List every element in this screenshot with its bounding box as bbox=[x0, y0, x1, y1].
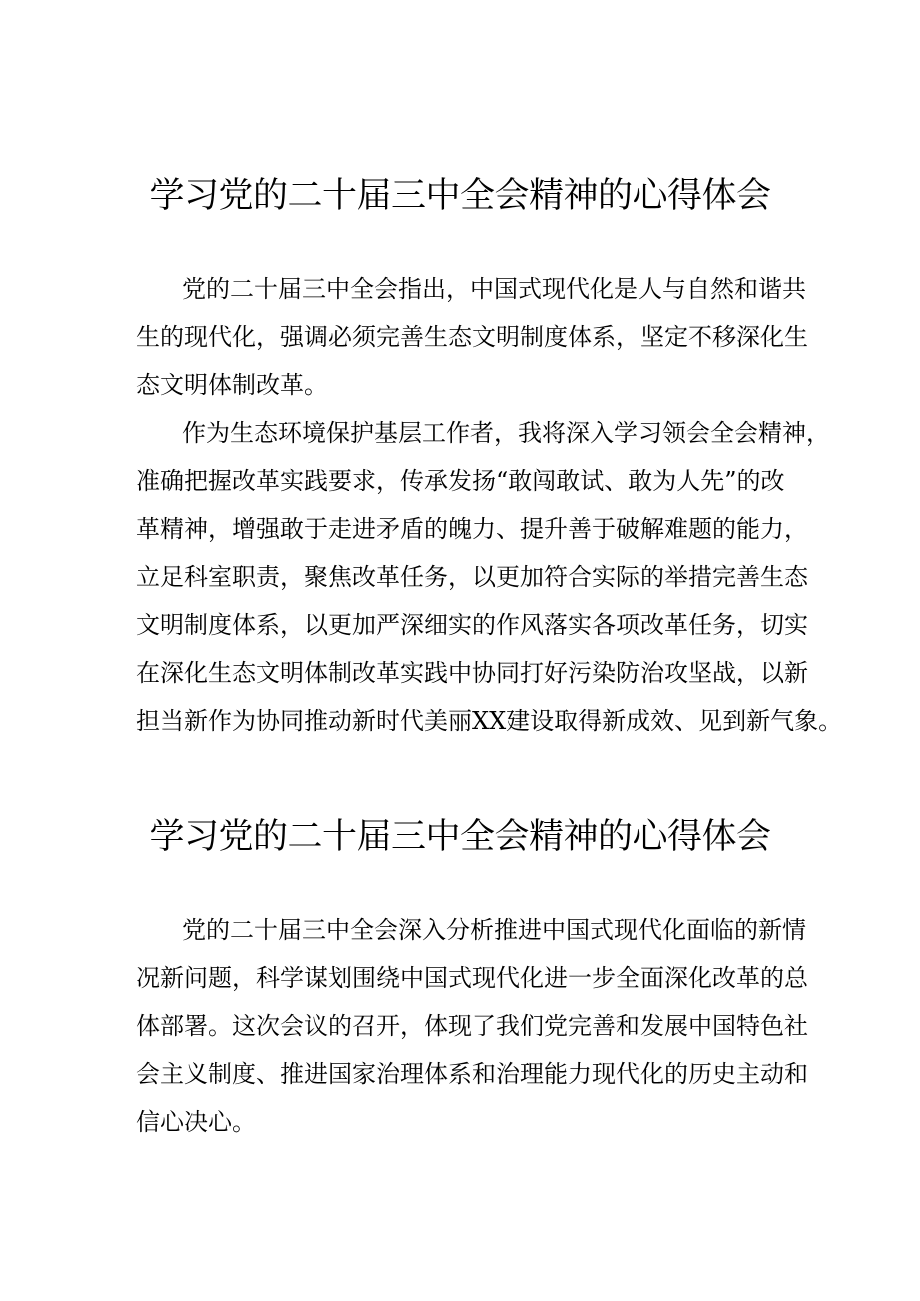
section-1-paragraph-2-line-2: 准确把握改革实践要求，传承发扬“敢闯敢试、敢为人先”的改 bbox=[136, 467, 785, 495]
section-1-paragraph-1-line-1: 党的二十届三中全会指出，中国式现代化是人与自然和谐共 bbox=[182, 275, 806, 303]
section-1-paragraph-1-line-2: 生的现代化，强调必须完善生态文明制度体系，坚定不移深化生 bbox=[136, 323, 808, 351]
section-1-title: 学习党的二十届三中全会精神的心得体会 bbox=[149, 176, 771, 216]
section-1-paragraph-2-line-7: 担当新作为协同推动新时代美丽XX建设取得新成效、见到新气象。 bbox=[136, 707, 843, 735]
section-1-paragraph-2-line-3: 革精神，增强敢于走进矛盾的魄力、提升善于破解难题的能力， bbox=[136, 515, 808, 543]
section-2-title: 学习党的二十届三中全会精神的心得体会 bbox=[149, 817, 771, 857]
section-2-paragraph-1-line-5: 信心决心。 bbox=[136, 1108, 256, 1136]
section-1-paragraph-2-line-1: 作为生态环境保护基层工作者，我将深入学习领会全会精神， bbox=[182, 419, 830, 447]
section-1-paragraph-2-line-6: 在深化生态文明体制改革实践中协同打好污染防治攻坚战，以新 bbox=[136, 659, 808, 687]
section-2-paragraph-1-line-1: 党的二十届三中全会深入分析推进中国式现代化面临的新情 bbox=[182, 916, 806, 944]
section-2-paragraph-1-line-2: 况新问题，科学谋划围绕中国式现代化进一步全面深化改革的总 bbox=[136, 964, 808, 992]
section-1-paragraph-2-line-5: 文明制度体系，以更加严深细实的作风落实各项改革任务，切实 bbox=[136, 611, 808, 639]
section-2-paragraph-1-line-3: 体部署。这次会议的召开，体现了我们党完善和发展中国特色社 bbox=[136, 1012, 808, 1040]
section-1-paragraph-1-line-3: 态文明体制改革。 bbox=[136, 371, 328, 399]
section-2-paragraph-1-line-4: 会主义制度、推进国家治理体系和治理能力现代化的历史主动和 bbox=[136, 1060, 808, 1088]
section-1-paragraph-2-line-4: 立足科室职责，聚焦改革任务，以更加符合实际的举措完善生态 bbox=[136, 563, 808, 591]
